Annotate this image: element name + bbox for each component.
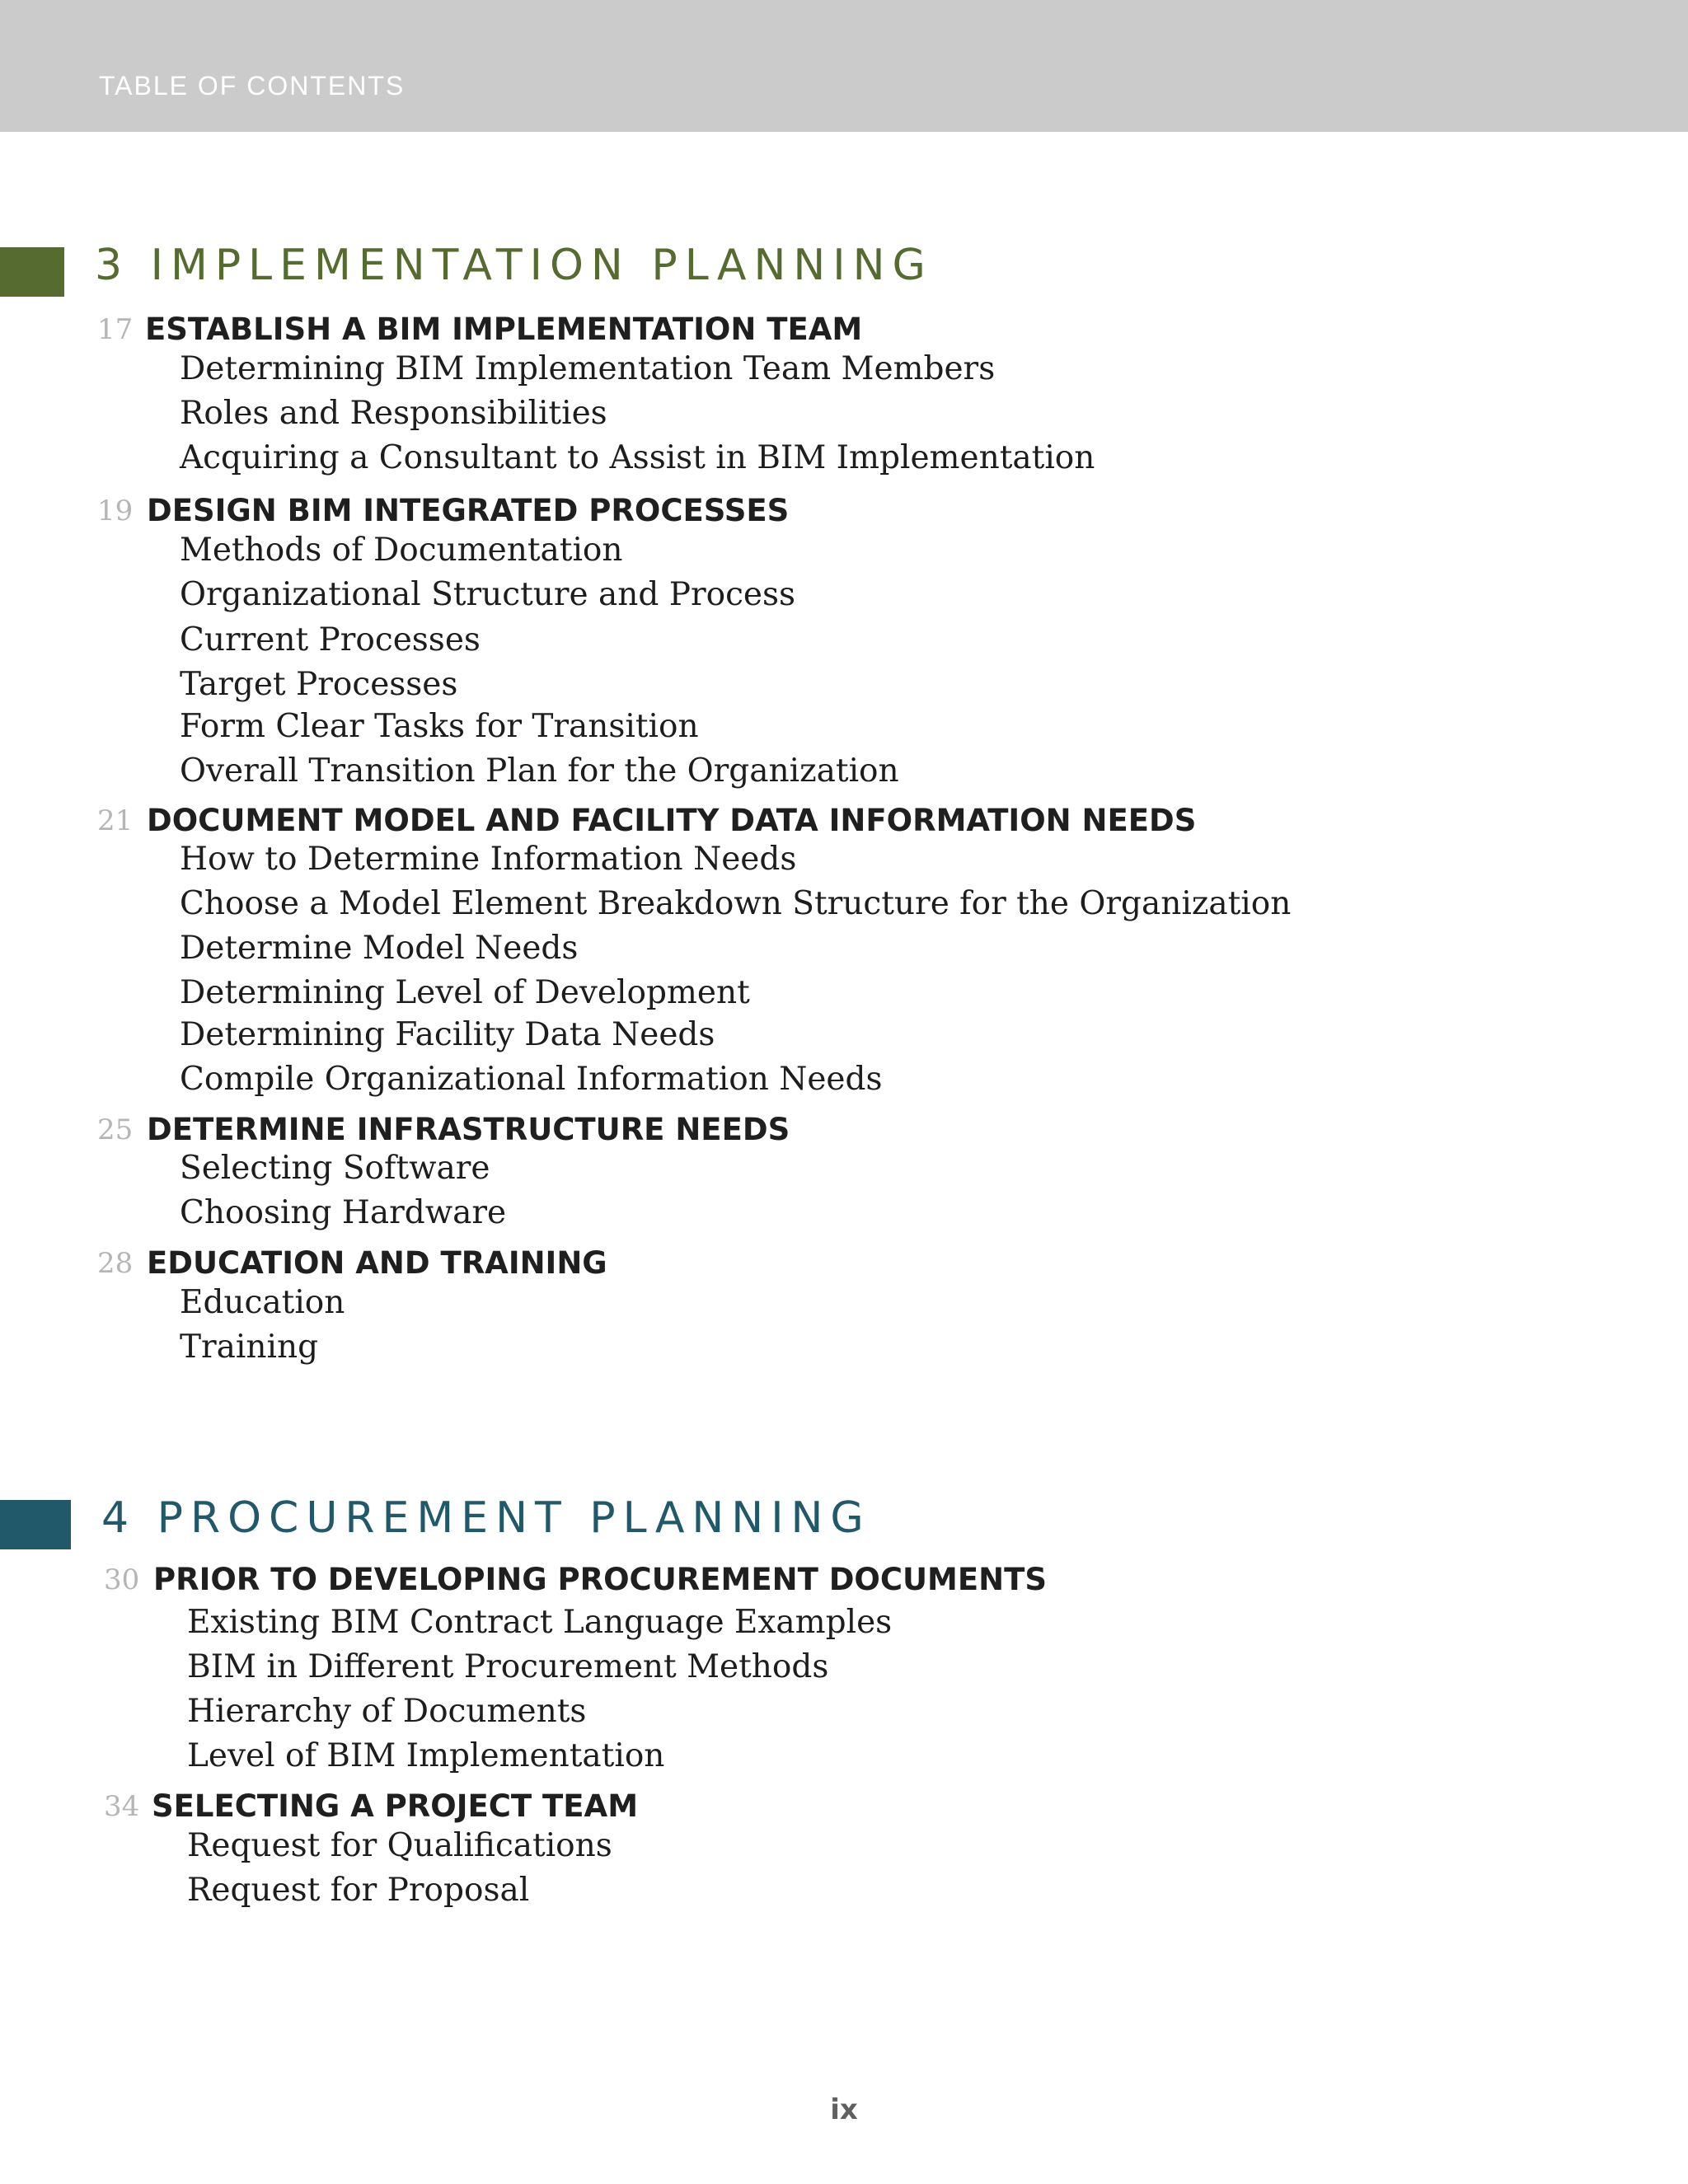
header-title: TABLE OF CONTENTS (99, 71, 406, 101)
chapter-title: PROCUREMENT PLANNING (157, 1493, 871, 1543)
page-number: ix (830, 2093, 858, 2126)
chapter-marker (0, 1500, 71, 1549)
chapter-heading (95, 241, 933, 290)
section-title: EDUCATION AND TRAINING (147, 1245, 607, 1281)
section-title: SELECTING A PROJECT TEAM (152, 1788, 639, 1824)
chapter-heading (101, 1493, 871, 1543)
section-title: DOCUMENT MODEL AND FACILITY DATA INFORMATION NEEDS (147, 803, 1197, 838)
toc-item[interactable]: BIM in Different Procurement Methods (187, 1648, 829, 1685)
toc-item[interactable]: Determining Level of Development (180, 974, 750, 1011)
toc-item[interactable]: Hierarchy of Documents (187, 1693, 587, 1730)
toc-item[interactable]: Choose a Model Element Breakdown Structure for the Organization (180, 885, 1292, 922)
toc-item[interactable]: Compile Organizational Information Needs (180, 1061, 883, 1098)
chapter-title: IMPLEMENTATION PLANNING (150, 241, 933, 290)
section-page-number: 19 (97, 494, 134, 527)
toc-item[interactable]: Methods of Documentation (180, 532, 623, 569)
toc-item[interactable]: Level of BIM Implementation (187, 1737, 665, 1774)
section-title: DETERMINE INFRASTRUCTURE NEEDS (147, 1112, 790, 1147)
section-page-number: 17 (97, 313, 134, 346)
toc-item[interactable]: Training (180, 1329, 319, 1366)
toc-item[interactable]: Determining Facility Data Needs (180, 1016, 715, 1053)
toc-item[interactable]: Choosing Hardware (180, 1194, 507, 1231)
chapter-marker (0, 247, 64, 297)
section-title: ESTABLISH A BIM IMPLEMENTATION TEAM (145, 312, 863, 347)
toc-item[interactable]: Request for Proposal (187, 1872, 530, 1909)
toc-item[interactable]: Overall Transition Plan for the Organization (180, 752, 899, 790)
section-page-number: 34 (104, 1790, 140, 1823)
toc-item[interactable]: Organizational Structure and Process (180, 576, 796, 613)
chapter-number: 3 (95, 241, 130, 290)
section-page-number: 25 (97, 1113, 134, 1146)
toc-item[interactable]: Determining BIM Implementation Team Members (180, 350, 996, 387)
toc-item[interactable]: Target Processes (180, 666, 458, 703)
section-page-number: 21 (97, 804, 134, 837)
toc-item[interactable]: Current Processes (180, 621, 481, 658)
toc-item[interactable]: How to Determine Information Needs (180, 841, 797, 878)
toc-item[interactable]: Existing BIM Contract Language Examples (187, 1604, 893, 1641)
chapter-number: 4 (101, 1493, 137, 1543)
toc-item[interactable]: Education (180, 1284, 345, 1321)
section-title: DESIGN BIM INTEGRATED PROCESSES (147, 493, 790, 528)
header-band (0, 0, 1688, 132)
toc-item[interactable]: Acquiring a Consultant to Assist in BIM Implementation (180, 439, 1095, 476)
section-title: PRIOR TO DEVELOPING PROCUREMENT DOCUMENTS (153, 1562, 1048, 1597)
section-page-number: 30 (104, 1563, 140, 1596)
toc-item[interactable]: Request for Qualifications (187, 1827, 612, 1864)
toc-item[interactable]: Selecting Software (180, 1150, 490, 1187)
section-page-number: 28 (97, 1247, 134, 1280)
toc-item[interactable]: Roles and Responsibilities (180, 395, 607, 432)
toc-item[interactable]: Form Clear Tasks for Transition (180, 708, 699, 745)
toc-item[interactable]: Determine Model Needs (180, 930, 579, 967)
